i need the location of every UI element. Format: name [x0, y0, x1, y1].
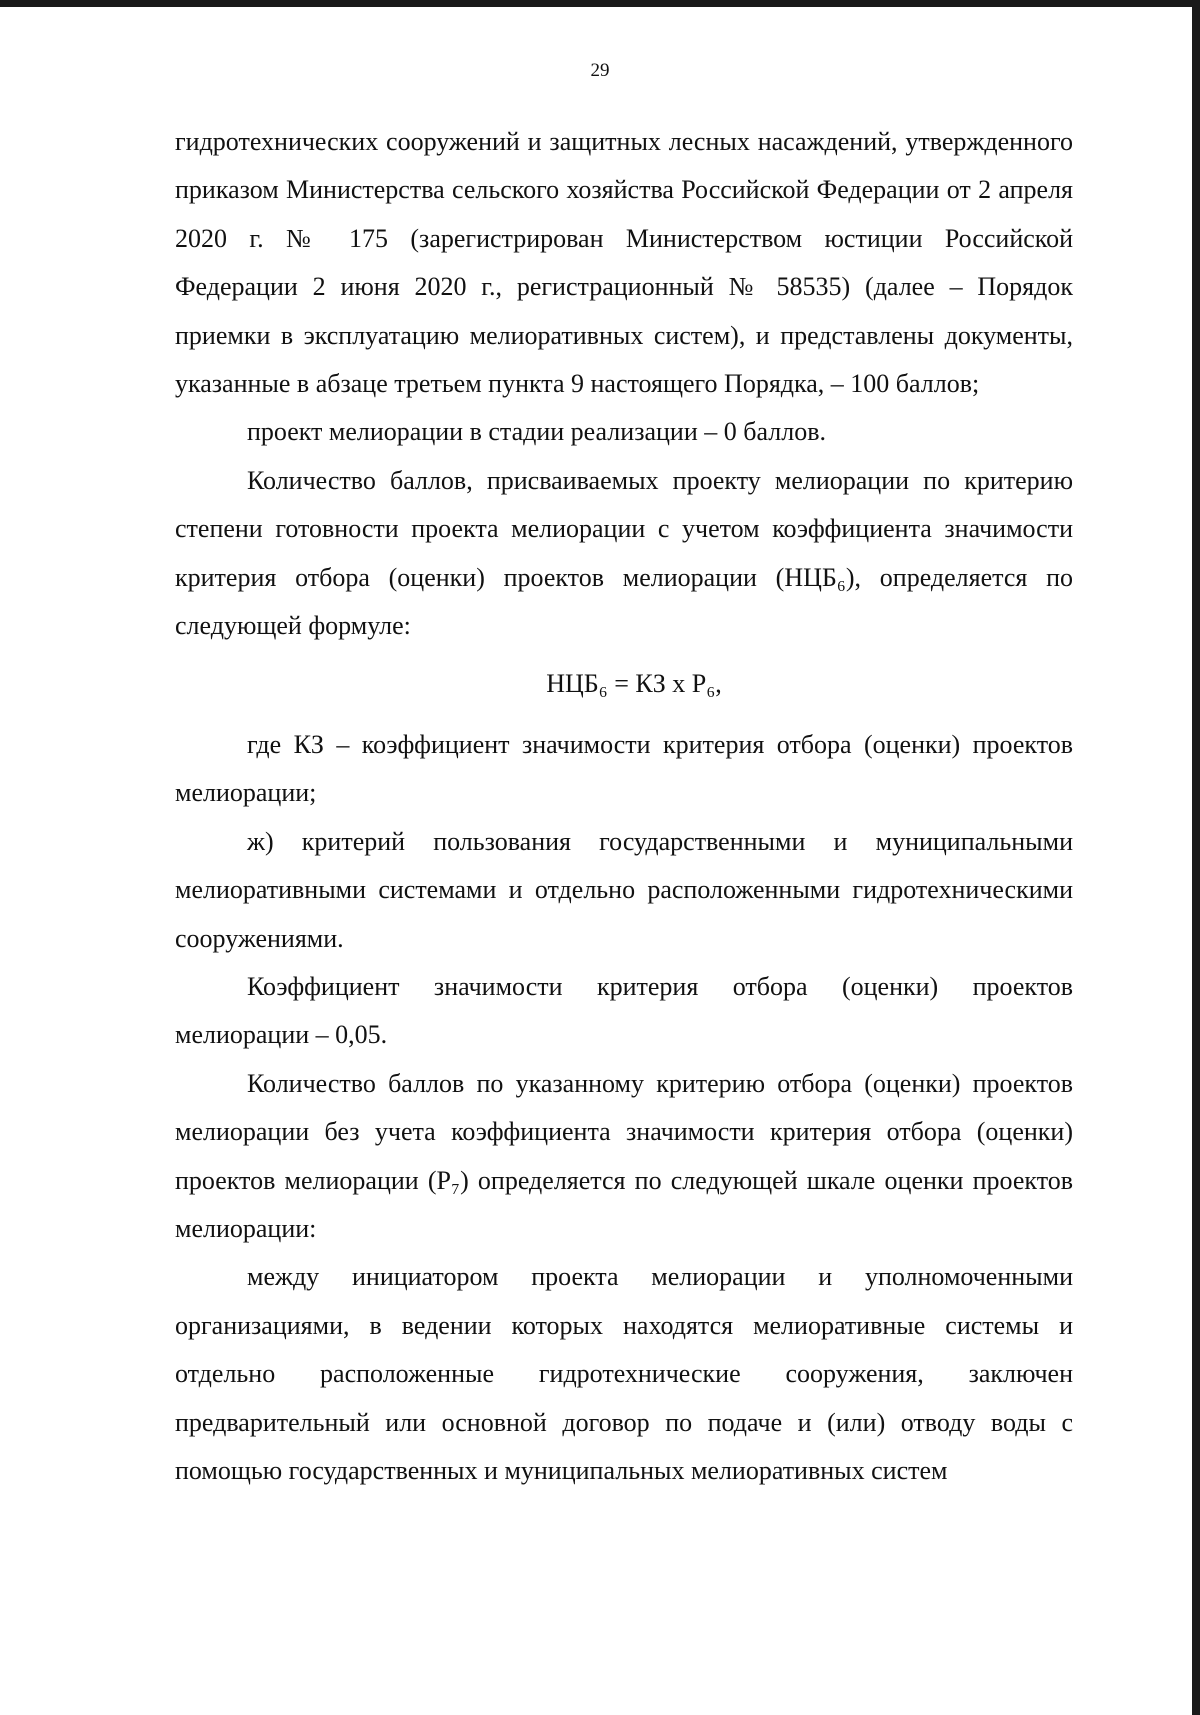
body-text	[175, 118, 1073, 1495]
paragraph-score-readiness: Количество баллов, присваиваемых проекту мелиорации по критерию степени готовности проекта мелиорации с учетом коэффициента значимости критерия отбора (оценки) проектов мелиорации (НЦБ₆), определяется по следующей формуле:	[175, 465, 1073, 641]
paragraph-score-scale: Количество баллов по указанному критерию отбора (оценки) проектов мелиорации без учета коэффициента значимости критерия отбора (оценки) проектов мелиорации (Р₇) определяется по следующей шкале оценки проектов мелиорации:	[175, 1068, 1073, 1243]
paragraph-agreement: между инициатором проекта мелиорации и уполномоченными организациями, в ведении которых находятся мелиоративные системы и отдельно расположенные гидротехнические сооружения, заключен предварительный или основной договор по подаче и (или) отводу воды с помощью государственных и муниципальных мелиоративных систем	[175, 1262, 1073, 1485]
paragraph-coefficient: Коэффициент значимости критерия отбора (оценки) проектов мелиорации – 0,05.	[175, 971, 1073, 1050]
paragraph-continuation: гидротехнических сооружений и защитных лесных насаждений, утвержденного приказом Министерства сельского хозяйства Российской Федерации от 2 апреля 2020 г. № 175 (зарегистрирован Министерством юстиции Российской Федерации 2 июня 2020 г., регистрационный № 58535) (далее – Порядок приемки в эксплуатацию мелиоративных систем), и представлены документы, указанные в абзаце третьем пункта 9 настоящего Порядка, – 100 баллов;	[175, 127, 1073, 399]
paragraph-criterion-zh: ж) критерий пользования государственными и муниципальными мелиоративными системами и отдельно расположенными гидротехническими сооружениями.	[175, 826, 1073, 953]
scan-edge-top	[0, 0, 1200, 7]
page-number: 29	[590, 60, 610, 81]
paragraph-in-implementation: проект мелиорации в стадии реализации – 0 баллов.	[247, 417, 826, 447]
formula: НЦБ₆ = КЗ х Р₆,	[546, 669, 722, 699]
scan-edge-right	[1192, 0, 1200, 1715]
paragraph-kz-definition: где КЗ – коэффициент значимости критерия отбора (оценки) проектов мелиорации;	[175, 729, 1073, 808]
